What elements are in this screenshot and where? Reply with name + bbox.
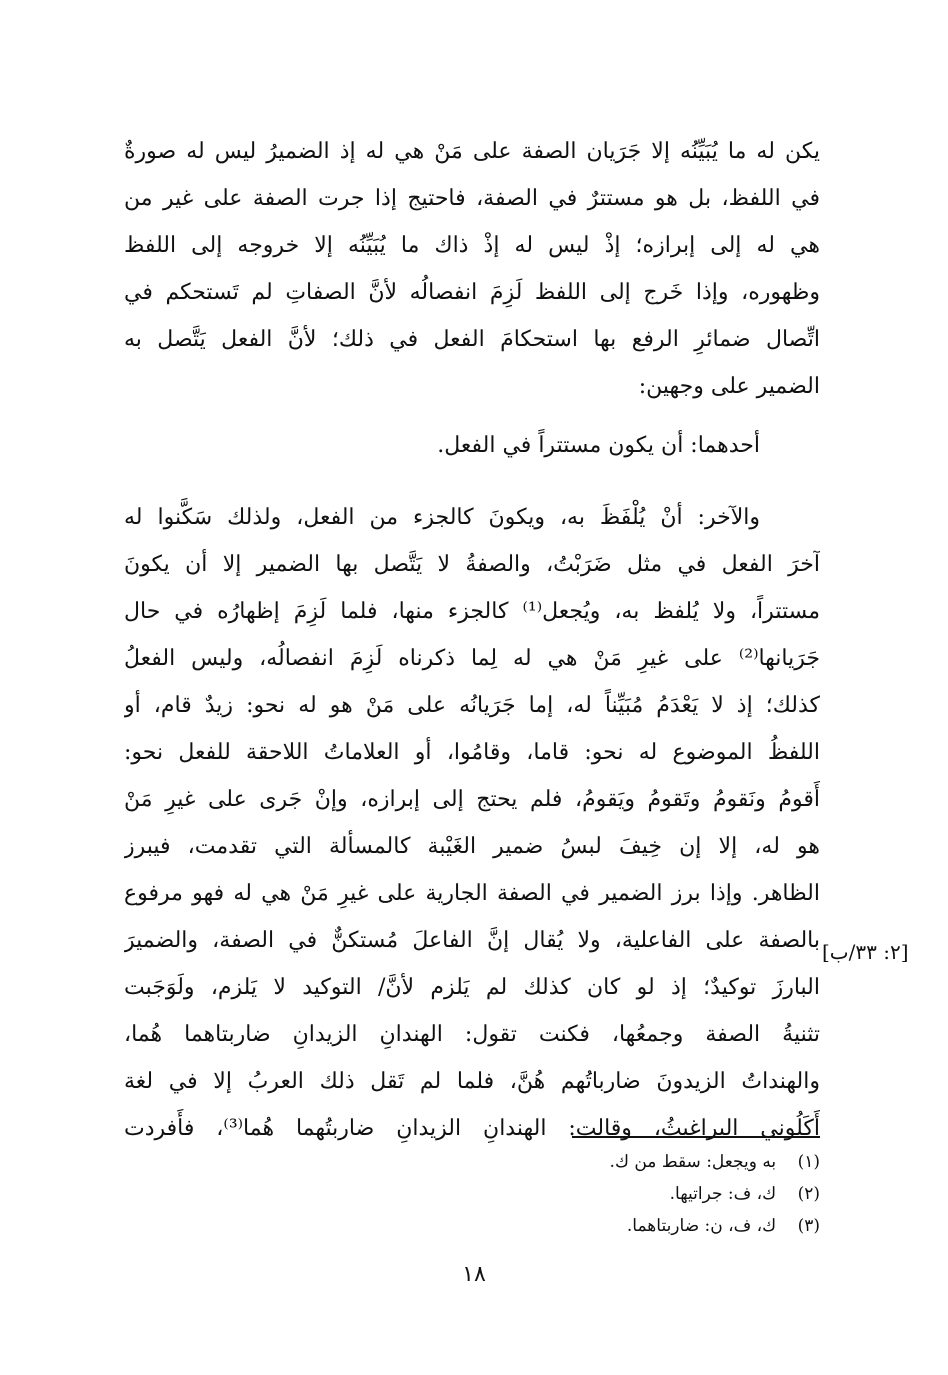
text-line: أحدهما: أن يكون مستتراً في الفعل. — [437, 433, 760, 458]
paragraph-1 — [124, 128, 820, 410]
text-line: يكن له ما يُبَيِّنُه إلا جَرَيان الصفة على مَنْ هي له إذ الضميرُ ليس له صورةٌ — [124, 139, 820, 164]
footnote-text: به ويجعل: سقط من ك. — [609, 1152, 777, 1172]
text-line: هو له، إلا إن خِيفَ لبسُ ضمير الغَيْبة كالمسألة التي تقدمت، فيبرز — [124, 834, 820, 859]
text-line: أَكَلُوني البراغيثُ، وقالت: الهندانِ الزيدانِ ضاربتُهما هُما⁽³⁾، فأَفردت — [124, 1116, 820, 1141]
footnote-text: ك، ف، ن: ضاربتاهما. — [626, 1216, 777, 1236]
text-line: كذلك؛ إذ لا يَعْدَمُ مُبَيِّناً له، إما جَرَيانُه على مَنْ هو له نحو: زيدٌ قام، أو — [124, 693, 820, 718]
text-line: هي له إلى إبرازه؛ إذْ ليس له إذْ ذاك ما يُبَيِّنُه إلا خروجه إلى اللفظ — [124, 233, 820, 258]
margin-folio-reference: [٢: ٣٣/ب] — [822, 940, 909, 964]
text-line: تثنيةُ الصفة وجمعُها، فكنت تقول: الهندانِ الزيدانِ ضاربتاهما هُما، — [124, 1022, 820, 1047]
text-line: بالصفة على الفاعلية، ولا يُقال إنَّ الفاعلَ مُستكنٌّ في الصفة، والضميرَ — [124, 928, 820, 953]
footnote-divider — [572, 1136, 820, 1138]
text-line: الظاهر. وإذا برز الضمير في الصفة الجارية على غيرِ مَنْ هي له فهو مرفوع — [124, 881, 820, 906]
text-line: الضمير على وجهين: — [638, 374, 820, 399]
text-line: البارزَ توكيدٌ؛ إذ لو كان كذلك لم يَلزم لأنَّ/ التوكيد لا يَلزم، ولَوَجَبت — [124, 975, 820, 1000]
footnote-number: (٣) — [797, 1216, 820, 1236]
text-line: في اللفظ، بل هو مستترٌ في الصفة، فاحتيج إذا جرت الصفة على غير من — [124, 186, 820, 211]
footnote-3 — [124, 1210, 820, 1242]
footnotes — [124, 1146, 820, 1242]
footnote-2 — [124, 1178, 820, 1210]
footnote-1 — [124, 1146, 820, 1178]
paragraph-3 — [124, 494, 820, 1152]
footnote-number: (٢) — [797, 1184, 820, 1204]
text-line: والآخر: أنْ يُلْفَظَ به، ويكونَ كالجزء من الفعل، ولذلك سَكَّنوا له — [124, 505, 760, 530]
footnote-text: ك، ف: جراتيها. — [669, 1184, 777, 1204]
text-line: والهنداتُ الزيدونَ ضارباتُهم هُنَّ، فلما لم تَقل ذلك العربُ إلا في لغة — [124, 1069, 820, 1094]
page-number: ١٨ — [462, 1262, 486, 1287]
text-line: جَرَيانها⁽²⁾ على غيرِ مَنْ هي له لِما ذكرناه لَزِمَ انفصالُه، وليس الفعلُ — [124, 646, 820, 671]
text-line: اللفظُ الموضوع له نحو: قاما، وقامُوا، أو العلاماتُ اللاحقة للفعل نحو: — [124, 740, 820, 765]
text-line: مستتراً، ولا يُلفظ به، ويُجعل⁽¹⁾ كالجزء منها، فلما لَزِمَ إظهارُه في حال — [124, 599, 820, 624]
text-line: اتِّصال ضمائرِ الرفع بها استحكامَ الفعل في ذلك؛ لأنَّ الفعل يَتَّصل به — [124, 327, 820, 352]
footnote-number: (١) — [797, 1152, 820, 1172]
text-line: آخرَ الفعل في مثل ضَرَبْتُ، والصفةُ لا يَتَّصل بها الضمير إلا أن يكونَ — [124, 552, 820, 577]
text-line: وظهوره، وإذا خَرج إلى اللفظ لَزِمَ انفصالُه لأنَّ الصفاتِ لم تَستحكم في — [124, 280, 820, 305]
paragraph-2 — [124, 422, 820, 469]
text-line: أَقومُ ونَقومُ وتَقومُ ويَقومُ، فلم يحتج إلى إبرازه، وإنْ جَرى على غيرِ مَنْ — [124, 787, 820, 812]
